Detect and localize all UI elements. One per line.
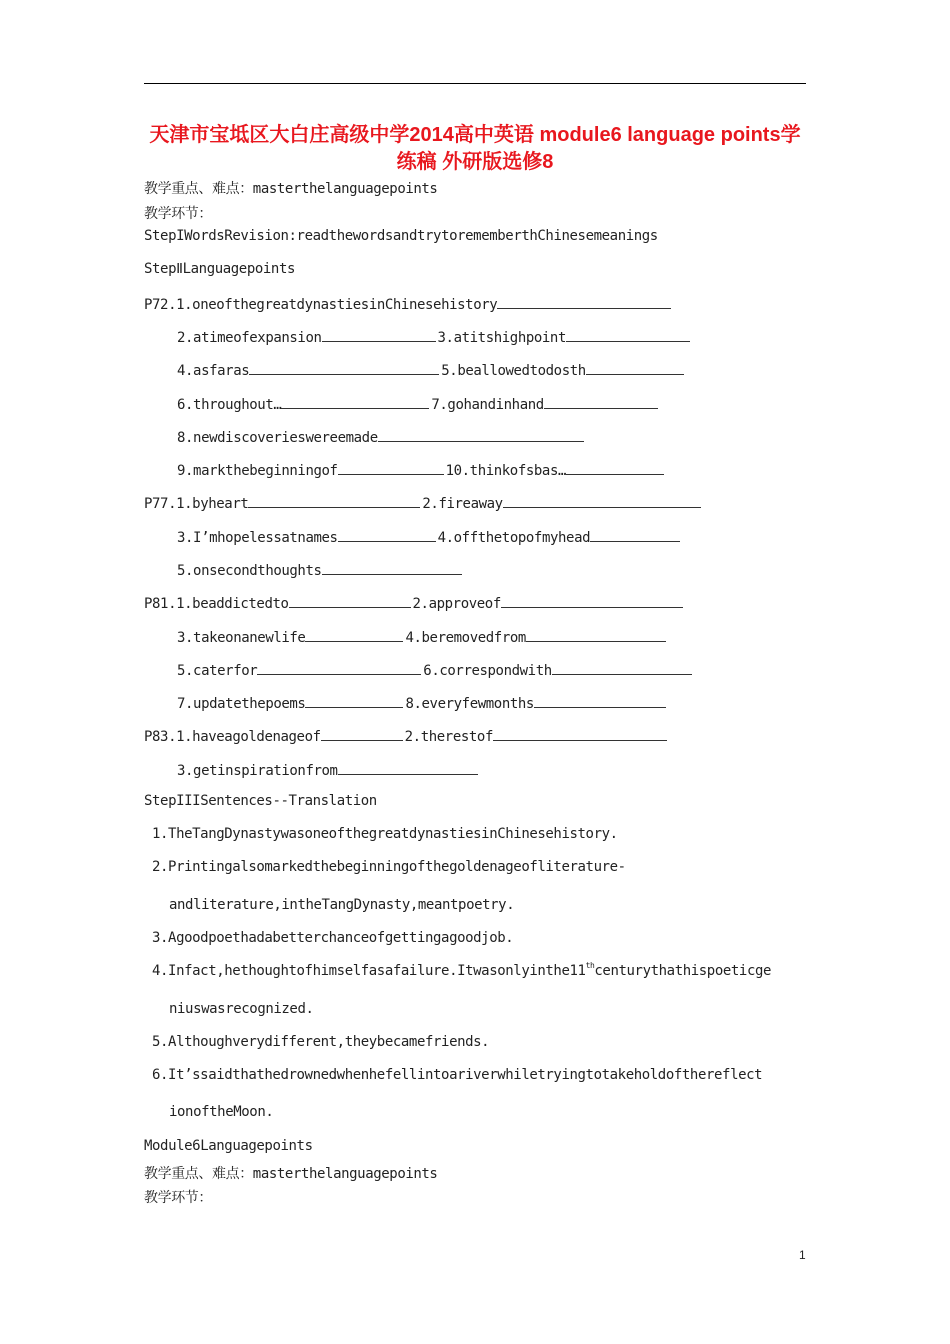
exercise-item: 2.atimeofexpansion bbox=[177, 330, 322, 346]
teaching-steps-label-2: 教学环节： bbox=[144, 1190, 212, 1206]
answer-blank[interactable] bbox=[338, 527, 436, 542]
answer-blank[interactable] bbox=[501, 593, 683, 608]
exercise-item: 6.throughout… bbox=[177, 397, 282, 413]
answer-blank[interactable] bbox=[590, 527, 680, 542]
teaching-focus-2: 教学重点、难点：masterthelanguagepoints bbox=[144, 1166, 438, 1182]
exercise-item: 7.gohandinhand bbox=[431, 397, 544, 413]
exercise-item: 8.everyfewmonths bbox=[405, 696, 534, 712]
exercise-item: 5.beallowedtodosth bbox=[441, 363, 586, 379]
answer-blank[interactable] bbox=[493, 726, 667, 741]
answer-blank[interactable] bbox=[322, 327, 436, 342]
answer-blank[interactable] bbox=[305, 627, 403, 642]
answer-blank[interactable] bbox=[289, 593, 411, 608]
sentence-5: 5.Althoughverydifferent,theybecamefriends. bbox=[152, 1034, 490, 1050]
p77-row-1 bbox=[144, 493, 703, 512]
section-label: P77. bbox=[144, 496, 177, 512]
exercise-item: 3.I’mhopelessatnames bbox=[177, 530, 338, 546]
exercise-item: 3.getinspirationfrom bbox=[177, 763, 338, 779]
p72-row-1 bbox=[144, 294, 673, 313]
exercise-item: 9.markthebeginningof bbox=[177, 463, 338, 479]
exercise-item: 4.asfaras bbox=[177, 363, 250, 379]
p72-row-2 bbox=[177, 327, 692, 346]
answer-blank[interactable] bbox=[248, 493, 420, 508]
p72-row-3 bbox=[177, 360, 686, 379]
exercise-item: 3.atitshighpoint bbox=[437, 330, 566, 346]
p72-row-6 bbox=[177, 460, 666, 479]
p81-row-3 bbox=[177, 660, 694, 679]
answer-blank[interactable] bbox=[257, 660, 421, 675]
answer-blank[interactable] bbox=[281, 394, 429, 409]
exercise-item: 8.newdiscoverieswereemade bbox=[177, 430, 378, 446]
exercise-item: 3.takeonanewlife bbox=[177, 630, 306, 646]
sentence-6-line-1: 6.It’ssaidthathedrownedwhenhefellintoariverwhiletryingtotakeholdofthereflect bbox=[152, 1067, 763, 1083]
answer-blank[interactable] bbox=[378, 427, 584, 442]
step2-heading: StepⅡLanguagepoints bbox=[144, 261, 296, 277]
document-title: 天津市宝坻区大白庄高级中学2014高中英语 module6 language points学练稿 外研版选修8 bbox=[149, 124, 801, 173]
exercise-item: 1.haveagoldenageof bbox=[176, 729, 321, 745]
answer-blank[interactable] bbox=[338, 760, 478, 775]
answer-blank[interactable] bbox=[338, 460, 444, 475]
p83-row-1 bbox=[144, 726, 669, 745]
sentence-4-text-cont: centurythathispoeticge bbox=[594, 963, 772, 979]
p81-row-4 bbox=[177, 693, 668, 712]
answer-blank[interactable] bbox=[249, 360, 439, 375]
p81-row-2 bbox=[177, 627, 668, 646]
answer-blank[interactable] bbox=[503, 493, 701, 508]
step1-heading: StepIWordsRevision:readthewordsandtrytorememberthChinesemeanings bbox=[144, 228, 658, 244]
exercise-item: 7.updatethepoems bbox=[177, 696, 306, 712]
answer-blank[interactable] bbox=[497, 294, 671, 309]
teaching-focus: 教学重点、难点：masterthelanguagepoints bbox=[144, 181, 438, 197]
p72-row-4 bbox=[177, 394, 660, 413]
p83-row-2 bbox=[177, 760, 480, 779]
step3-heading: StepIIISentences--Translation bbox=[144, 793, 377, 809]
exercise-item: 6.correspondwith bbox=[423, 663, 552, 679]
exercise-item: 2.fireaway bbox=[422, 496, 503, 512]
answer-blank[interactable] bbox=[566, 460, 664, 475]
page-number: 1 bbox=[799, 1248, 806, 1262]
answer-blank[interactable] bbox=[321, 726, 403, 741]
sentence-2-line-1: 2.Printingalsomarkedthebeginningofthegoldenageofliterature- bbox=[152, 859, 626, 875]
answer-blank[interactable] bbox=[526, 627, 666, 642]
exercise-item: 4.offthetopofmyhead bbox=[437, 530, 591, 546]
answer-blank[interactable] bbox=[322, 560, 462, 575]
section-label: P81. bbox=[144, 596, 177, 612]
superscript: th bbox=[585, 961, 595, 970]
sentence-6-line-2: ionoftheMoon. bbox=[169, 1104, 274, 1120]
section-label: P83. bbox=[144, 729, 177, 745]
exercise-item: 1.oneofthegreatdynastiesinChinesehistory bbox=[176, 297, 498, 313]
p81-row-1 bbox=[144, 593, 685, 612]
exercise-item: 1.beaddictedto bbox=[176, 596, 289, 612]
answer-blank[interactable] bbox=[586, 360, 684, 375]
answer-blank[interactable] bbox=[534, 693, 666, 708]
exercise-item: 1.byheart bbox=[176, 496, 249, 512]
module-heading: Module6Languagepoints bbox=[144, 1138, 313, 1154]
p72-row-5 bbox=[177, 427, 586, 446]
teaching-steps-label: 教学环节： bbox=[144, 206, 212, 222]
exercise-item: 10.thinkofsbas… bbox=[445, 463, 567, 479]
sentence-4-line-2: niuswasrecognized. bbox=[169, 1001, 314, 1017]
answer-blank[interactable] bbox=[544, 394, 658, 409]
exercise-item: 5.onsecondthoughts bbox=[177, 563, 322, 579]
section-label: P72. bbox=[144, 297, 177, 313]
sentence-1: 1.TheTangDynastywasoneofthegreatdynastiesinChinesehistory. bbox=[152, 826, 618, 842]
p77-row-3 bbox=[177, 560, 464, 579]
answer-blank[interactable] bbox=[566, 327, 690, 342]
exercise-item: 5.caterfor bbox=[177, 663, 258, 679]
sentence-3: 3.Agoodpoethadabetterchanceofgettingagoodjob. bbox=[152, 930, 514, 946]
exercise-item: 4.beremovedfrom bbox=[405, 630, 526, 646]
sentence-2-line-2: andliterature,intheTangDynasty,meantpoetry. bbox=[169, 897, 515, 913]
sentence-4-line-1 bbox=[152, 963, 771, 979]
exercise-item: 2.approveof bbox=[412, 596, 501, 612]
answer-blank[interactable] bbox=[552, 660, 692, 675]
sentence-4-text: 4.Infact,hethoughtofhimselfasafailure.Itwasonlyinthe11 bbox=[152, 963, 586, 979]
header-rule bbox=[144, 83, 806, 84]
exercise-item: 2.therestof bbox=[404, 729, 493, 745]
answer-blank[interactable] bbox=[305, 693, 403, 708]
p77-row-2 bbox=[177, 527, 682, 546]
